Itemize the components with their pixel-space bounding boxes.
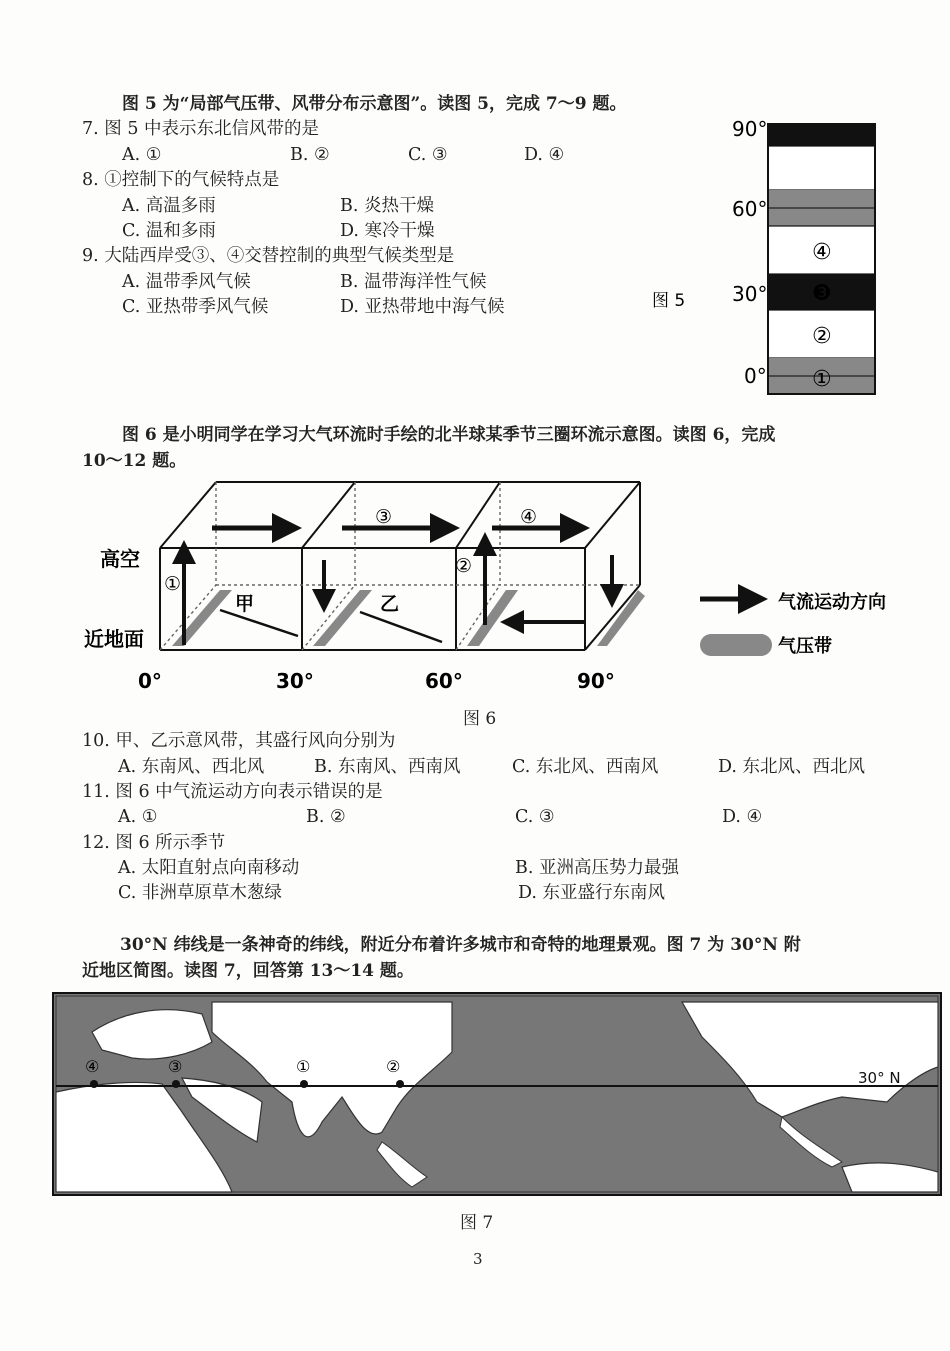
lon-0-label: 0° [138,669,162,693]
q7-stem: 7. 图 5 中表示东北信风带的是 [82,119,320,139]
lat-90-label: 90° [732,117,768,141]
q11-option-a[interactable]: A. ① [118,807,158,827]
q10-option-a[interactable]: A. 东南风、西北风 [118,757,265,777]
q10-option-b[interactable]: B. 东南风、西南风 [314,757,461,777]
q11-option-d[interactable]: D. ④ [722,807,763,827]
label-jindimian: 近地面 [84,627,144,651]
band-3-label: ❸ [812,281,832,306]
city-label-2: ② [386,1057,401,1076]
marker-4: ④ [520,506,538,528]
q12-option-c[interactable]: C. 非洲草原草木葱绿 [118,883,282,903]
city-label-4: ④ [85,1057,100,1076]
fig5-caption: 图 5 [652,291,686,311]
city-dot-2 [396,1080,404,1088]
q12-option-a[interactable]: A. 太阳直射点向南移动 [118,858,300,878]
band-2-label: ② [812,324,832,349]
q9-option-c[interactable]: C. 亚热带季风气候 [122,297,269,317]
city-dot-4 [90,1080,98,1088]
q12-option-d[interactable]: D. 东亚盛行东南风 [518,883,666,903]
band-4-label: ④ [812,240,832,265]
label-yi: 乙 [380,593,400,615]
q9-option-a[interactable]: A. 温带季风气候 [122,272,251,292]
city-dot-1 [300,1080,308,1088]
q12-stem: 12. 图 6 所示季节 [82,833,226,853]
intro-fig6-line1: 图 6 是小明同学在学习大气环流时手绘的北半球某季节三圈环流示意图。读图 6，完成 [122,425,776,445]
q7-option-b[interactable]: B. ② [290,145,330,165]
lat-30-label: 30° [732,282,768,306]
latitude-30n-label: 30° N [858,1069,901,1087]
figure-6 [80,470,940,705]
marker-2: ② [455,555,473,577]
q7-option-a[interactable]: A. ① [122,145,162,165]
figure-5 [640,110,890,405]
city-label-3: ③ [168,1057,183,1076]
label-gaokong: 高空 [100,547,140,571]
lon-60-label: 60° [425,669,463,693]
intro-fig7-line2: 近地区简图。读图 7，回答第 13～14 题。 [82,961,414,981]
q8-option-c[interactable]: C. 温和多雨 [122,221,216,241]
intro-fig7-line1: 30°N 纬线是一条神奇的纬线，附近分布着许多城市和奇特的地理景观。图 7 为 30°N 附 [120,935,801,955]
intro-fig5: 图 5 为“局部气压带、风带分布示意图”。读图 5，完成 7～9 题。 [122,94,627,114]
lat-60-label: 60° [732,197,768,221]
pressure-belt-30 [313,590,372,646]
wind-yi [360,612,442,642]
city-dot-3 [172,1080,180,1088]
band-1-label: ① [812,367,832,392]
q8-stem: 8. ①控制下的气候特点是 [82,170,280,190]
q11-option-c[interactable]: C. ③ [515,807,555,827]
q9-option-d[interactable]: D. 亚热带地中海气候 [340,297,505,317]
q10-stem: 10. 甲、乙示意风带，其盛行风向分别为 [82,731,396,751]
polar-easterlies-band [768,146,875,190]
marker-1: ① [164,573,182,595]
lat-0-label: 0° [744,364,767,388]
circulation-box [160,482,640,650]
q10-option-d[interactable]: D. 东北风、西北风 [718,757,866,777]
q9-option-b[interactable]: B. 温带海洋性气候 [340,272,487,292]
q8-option-a[interactable]: A. 高温多雨 [122,196,216,216]
pressure-belt-90 [597,590,645,646]
fig7-caption: 图 7 [460,1213,494,1233]
polar-high-band [768,124,875,146]
legend-flow-label: 气流运动方向 [778,592,886,613]
label-jia: 甲 [235,593,255,615]
marker-3: ③ [375,506,393,528]
legend-belt-icon [700,634,772,656]
fig6-caption: 图 6 [463,709,497,729]
q7-option-c[interactable]: C. ③ [408,145,448,165]
wind-jia [220,610,298,636]
q8-option-d[interactable]: D. 寒冷干燥 [340,221,435,241]
intro-fig6-line2: 10～12 题。 [82,451,187,471]
city-label-1: ① [296,1057,311,1076]
pressure-belt-60 [467,590,518,646]
q12-option-b[interactable]: B. 亚洲高压势力最强 [515,858,679,878]
legend-belt-label: 气压带 [778,636,832,657]
pressure-belt-0 [172,590,232,646]
figure-7-map [52,992,942,1197]
lon-90-label: 90° [577,669,615,693]
q11-option-b[interactable]: B. ② [306,807,346,827]
q10-option-c[interactable]: C. 东北风、西南风 [512,757,659,777]
q11-stem: 11. 图 6 中气流运动方向表示错误的是 [82,782,383,802]
page-number: 3 [473,1250,483,1268]
q7-option-d[interactable]: D. ④ [524,145,565,165]
q8-option-b[interactable]: B. 炎热干燥 [340,196,434,216]
q9-stem: 9. 大陆西岸受③、④交替控制的典型气候类型是 [82,246,455,266]
lon-30-label: 30° [276,669,314,693]
